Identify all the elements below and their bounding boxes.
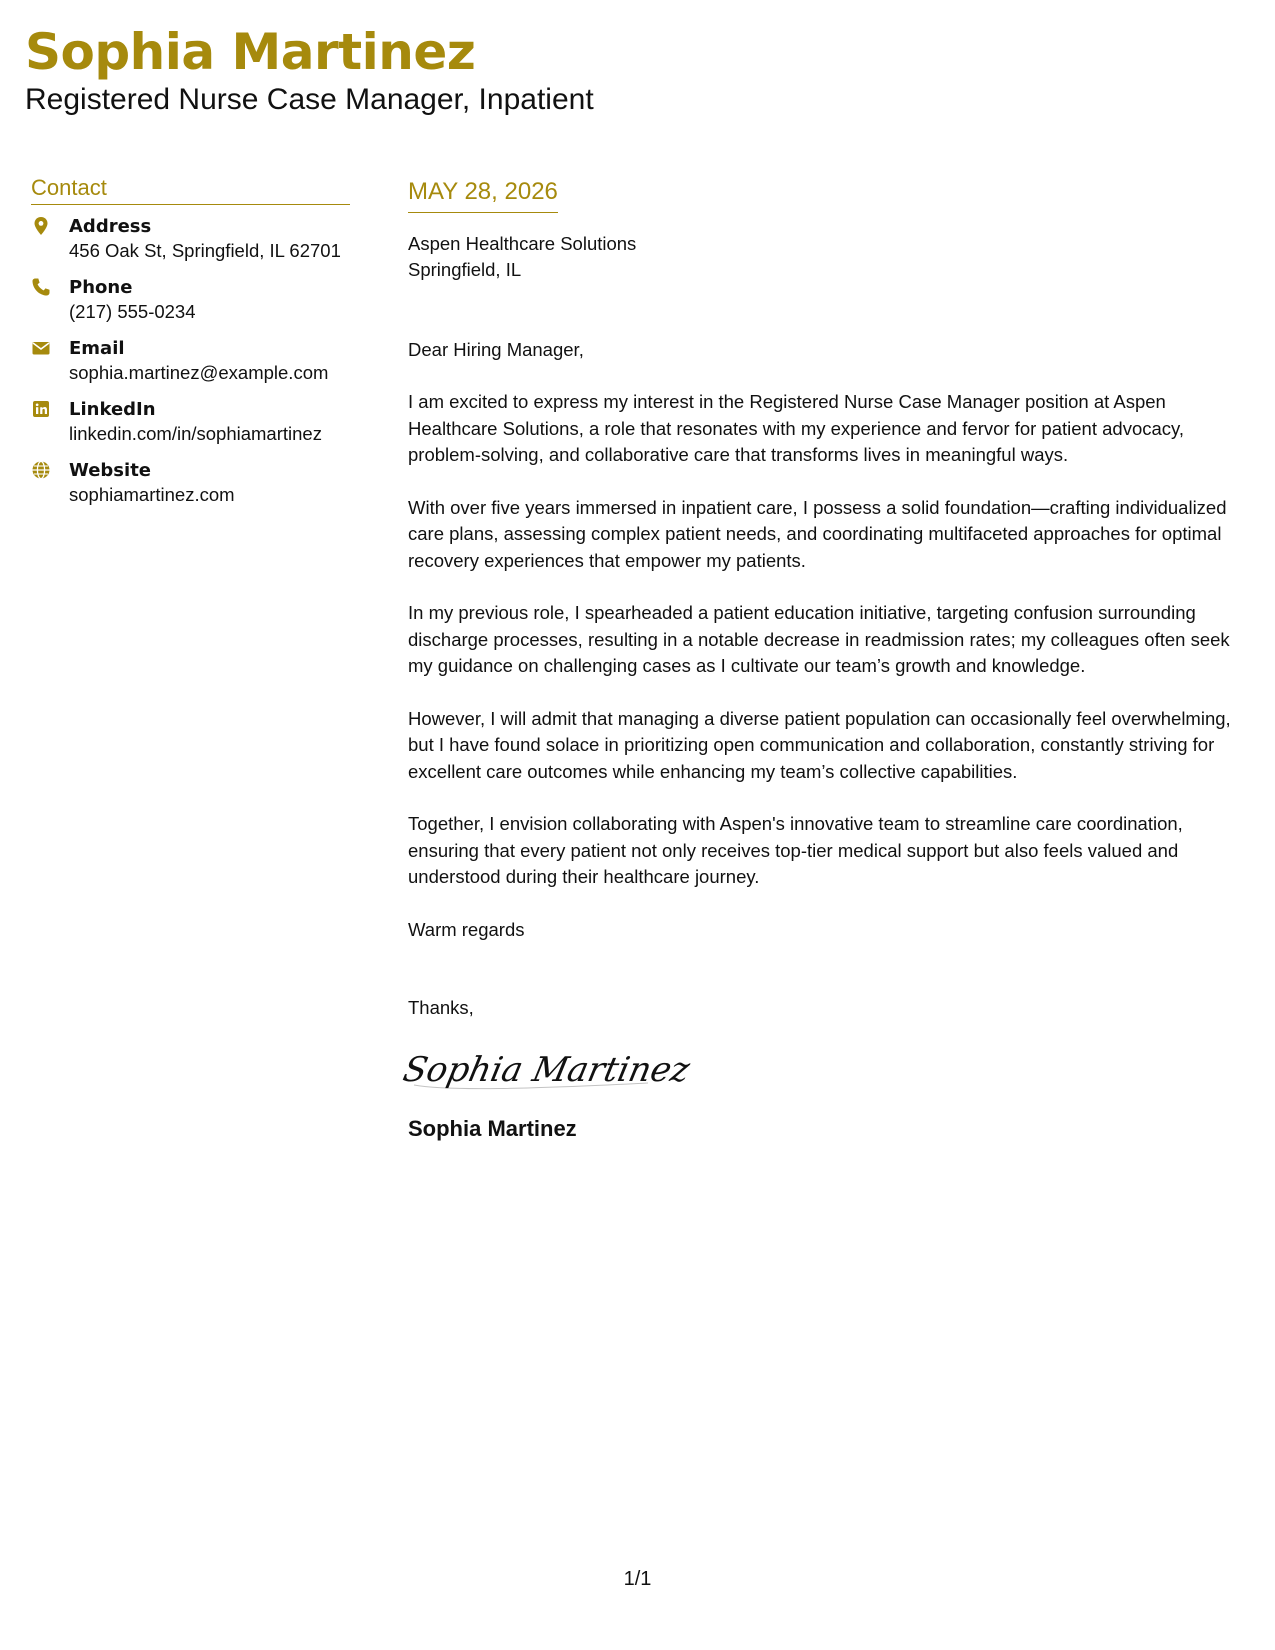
map-pin-icon [31,216,53,238]
linkedin-value[interactable]: linkedin.com/in/sophiamartinez [69,423,322,444]
email-icon [31,338,53,360]
recipient-company: Aspen Healthcare Solutions [408,233,637,254]
letter-paragraph: However, I will admit that managing a diverse patient population can occasionally feel overwhelming, but I have found solace in prioritizing open communication and collaboration, constantly striving for excellent care outcomes while enhancing my team’s collective capabilities. [408,707,1231,782]
address-value: 456 Oak St, Springfield, IL 62701 [69,240,341,261]
signature-text: Sophia Martinez [399,1049,694,1090]
recipient-location: Springfield, IL [408,259,522,280]
recipient-block [408,231,1248,283]
globe-icon [31,460,53,482]
letter-paragraph: With over five years immersed in inpatient care, I possess a solid foundation—crafting individualized care plans, assessing complex patient needs, and coordinating multifaceted approaches for optimal recovery experiences that empower my patients. [408,496,1227,571]
signed-name: Sophia Martinez [408,1115,577,1141]
handwritten-signature [399,1041,1248,1101]
closing: Warm regards [408,918,525,940]
email-value[interactable]: sophia.martinez@example.com [69,362,329,383]
letter-date: MAY 28, 2026 [408,178,558,213]
contact-heading: Contact [31,175,350,205]
page-number: 1/1 [623,1568,652,1590]
contact-label: Address [69,216,152,237]
resume-header [25,22,594,118]
contact-sidebar [31,175,350,520]
phone-icon [31,277,53,299]
salutation: Dear Hiring Manager, [408,339,584,360]
letter-paragraph: Together, I envision collaborating with Aspen's innovative team to streamline care coordination, ensuring that every patient not only receives top-tier medical support but also feels valued and understood during their healthcare journey. [408,813,1183,887]
contact-website [31,459,350,507]
website-value[interactable]: sophiamartinez.com [69,484,235,505]
linkedin-icon [31,399,53,421]
contact-label: LinkedIn [69,399,156,420]
phone-value: (217) 555-0234 [69,301,196,322]
letter-paragraph: I am excited to express my interest in the Registered Nurse Case Manager position at Aspen Healthcare Solutions, a role that resonates with my experience and fervor for patient advocacy, problem-solving, and collaborative care that transforms lives in meaningful ways. [408,391,1185,465]
contact-label: Phone [69,277,133,298]
letter-body [399,178,1248,1143]
contact-label: Website [69,460,152,481]
contact-linkedin [31,398,350,446]
job-title: Registered Nurse Case Manager, Inpatient [25,83,594,116]
contact-phone [31,276,350,324]
letter-paragraph: In my previous role, I spearheaded a patient education initiative, targeting confusion surrounding discharge processes, resulting in a notable decrease in readmission rates; my colleagues often seek my guidance on challenging cases as I cultivate our team’s growth and knowledge. [408,602,1230,676]
contact-address [31,215,350,263]
thanks: Thanks, [408,996,474,1018]
contact-email [31,337,350,385]
candidate-name: Sophia Martinez [25,23,476,81]
contact-label: Email [69,338,125,359]
